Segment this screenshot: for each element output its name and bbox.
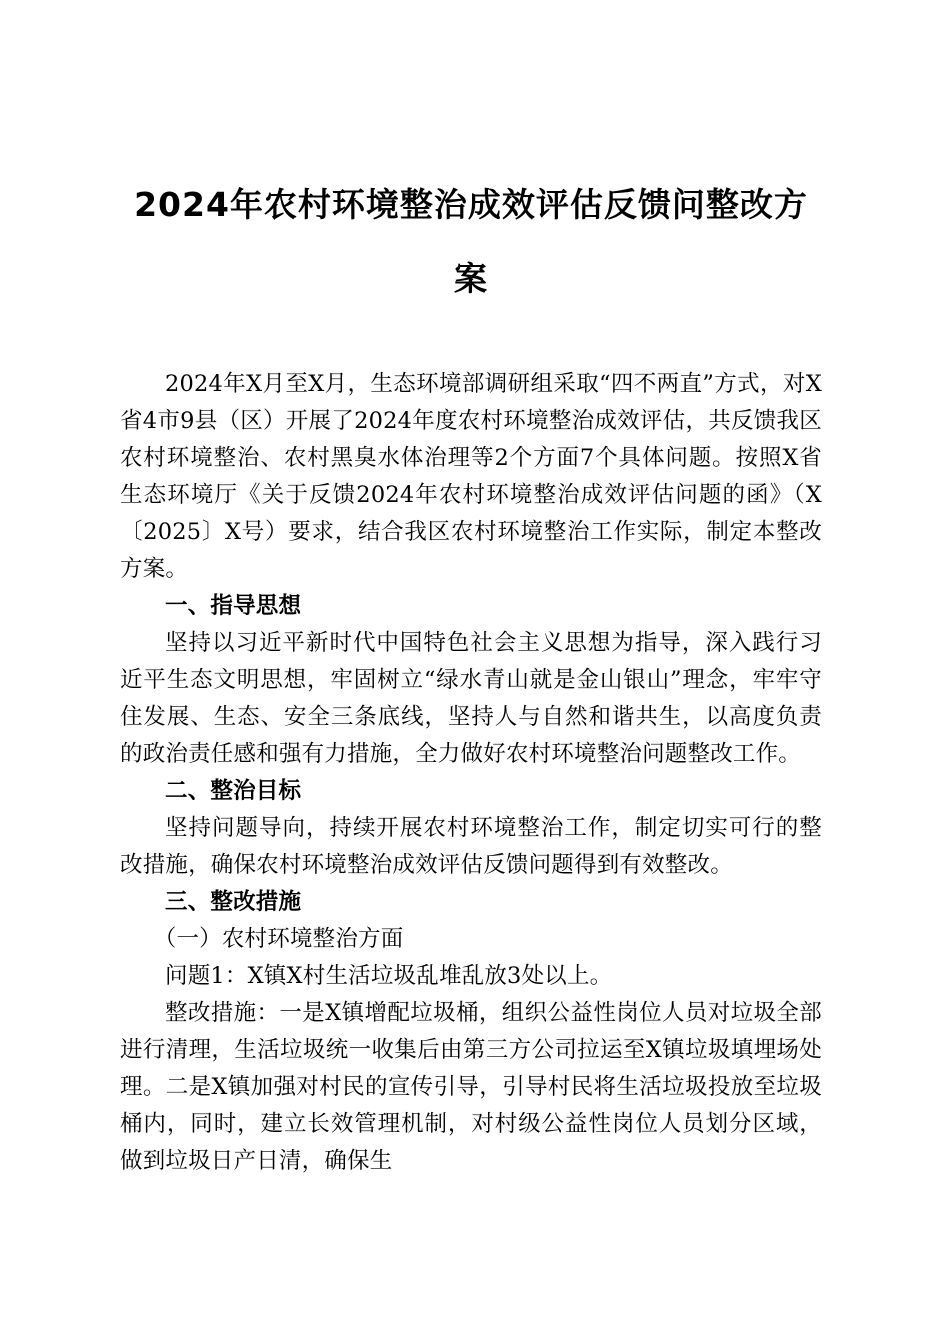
rectification-measures-paragraph: 整改措施：一是X镇增配垃圾桶，组织公益性岗位人员对垃圾全部进行清理，生活垃圾统一收集后由第三方公司拉运至X镇垃圾填埋场处理。二是X镇加强对村民的宣传引导，引导村民将生活垃圾投放至垃圾桶内，同时，建立长效管理机制，对村级公益性岗位人员划分区域，做到垃圾日产日清，确保生	[120, 1000, 822, 1174]
section-heading-guiding-ideology: 一、指导思想	[165, 593, 302, 619]
guiding-ideology-paragraph: 坚持以习近平新时代中国特色社会主义思想为指导，深入践行习近平生态文明思想，牢固树立“绿水青山就是金山银山”理念，牢牢守住发展、生态、安全三条底线，坚持人与自然和谐共生，以高度负责的政治责任感和强有力措施，全力做好农村环境整治问题整改工作。	[120, 630, 822, 767]
subsection-heading-rural-environment: （一）农村环境整治方面	[153, 926, 404, 952]
document-body	[120, 366, 822, 1180]
goals-paragraph: 坚持问题导向，持续开展农村环境整治工作，制定切实可行的整改措施，确保农村环境整治成效评估反馈问题得到有效整改。	[120, 815, 822, 878]
section-heading-goals: 二、整治目标	[165, 778, 302, 804]
section-heading-measures: 三、整改措施	[165, 889, 302, 915]
intro-paragraph: 2024年X月至X月，生态环境部调研组采取“四不两直”方式，对X省4市9县（区）开展了2024年度农村环境整治成效评估，共反馈我区农村环境整治、农村黑臭水体治理等2个方面7个具体问题。按照X省生态环境厅《关于反馈2024年农村环境整治成效评估问题的函》（X〔2025〕X号）要求，结合我区农村环境整治工作实际，制定本整改方案。	[120, 371, 822, 582]
document-page	[120, 168, 822, 1180]
document-title: 2024年农村环境整治成效评估反馈问整改方案	[134, 185, 808, 298]
problem-1-paragraph: 问题1：X镇X村生活垃圾乱堆乱放3处以上。	[165, 963, 613, 989]
